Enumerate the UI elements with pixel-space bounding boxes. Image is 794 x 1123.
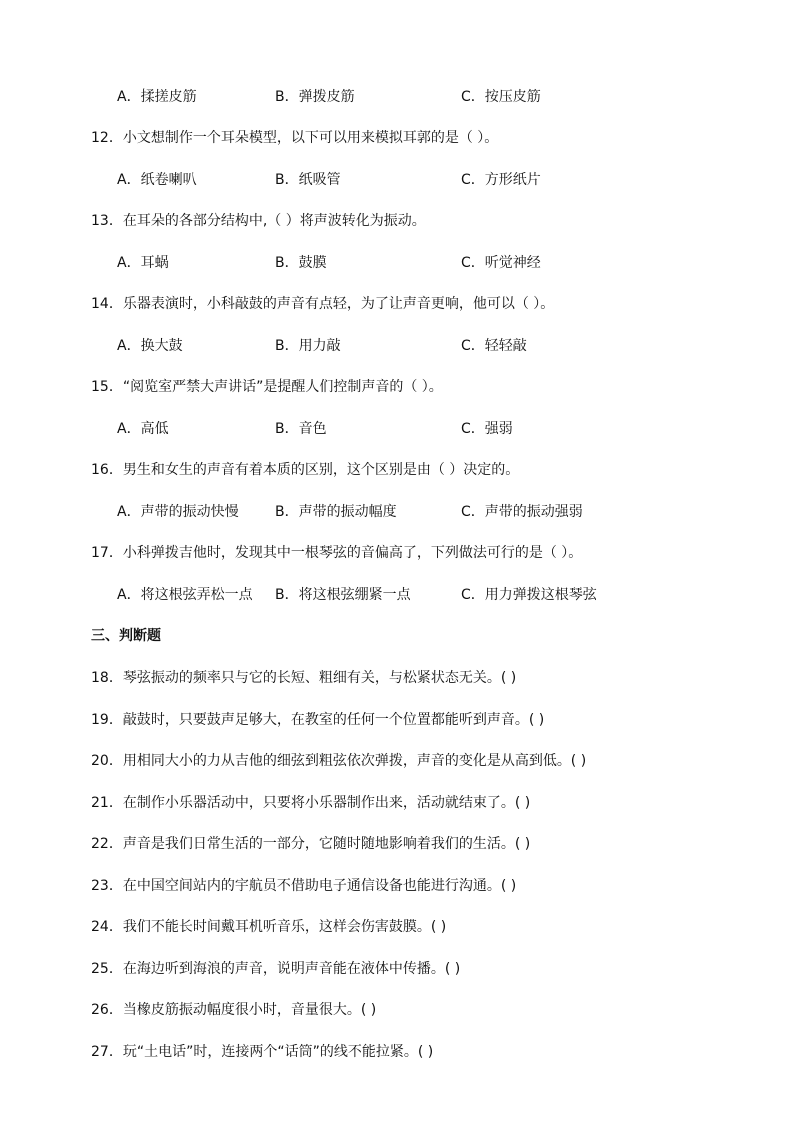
- q14-option-c: C．轻轻敲: [461, 338, 527, 354]
- q14-option-a: A．换大鼓: [117, 338, 183, 354]
- q15-option-b: B．音色: [275, 421, 327, 437]
- q15-option-a: A．高低: [117, 421, 169, 437]
- q12-stem: 12．小文想制作一个耳朵模型，以下可以用来模拟耳郭的是（ ）。: [91, 130, 499, 146]
- q16-stem: 16．男生和女生的声音有着本质的区别，这个区别是由（ ）决定的。: [91, 462, 520, 478]
- judgement-item: 23．在中国空间站内的宇航员不借助电子通信设备也能进行沟通。( ): [91, 878, 517, 894]
- q13-stem: 13．在耳朵的各部分结构中,（ ）将声波转化为振动。: [91, 213, 426, 229]
- q11-option-c: C．按压皮筋: [461, 89, 541, 105]
- q12-option-c: C．方形纸片: [461, 172, 541, 188]
- judgement-item: 20．用相同大小的力从吉他的细弦到粗弦依次弹拨，声音的变化是从高到低。( ): [91, 753, 587, 769]
- judgement-item: 21．在制作小乐器活动中，只要将小乐器制作出来，活动就结束了。( ): [91, 795, 531, 811]
- q13-option-b: B．鼓膜: [275, 255, 327, 271]
- judgement-item: 26．当橡皮筋振动幅度很小时，音量很大。( ): [91, 1002, 377, 1018]
- judgement-item: 24．我们不能长时间戴耳机听音乐，这样会伤害鼓膜。( ): [91, 919, 447, 935]
- section-title-judgement: 三、判断题: [91, 628, 161, 644]
- q11-option-b: B．弹拨皮筋: [275, 89, 355, 105]
- q17-option-c: C．用力弹拨这根琴弦: [461, 587, 597, 603]
- q12-option-b: B．纸吸管: [275, 172, 341, 188]
- q13-option-c: C．听觉神经: [461, 255, 541, 271]
- q17-stem: 17．小科弹拨吉他时，发现其中一根琴弦的音偏高了，下列做法可行的是（ ）。: [91, 545, 583, 561]
- judgement-item: 25．在海边听到海浪的声音，说明声音能在液体中传播。( ): [91, 961, 461, 977]
- q15-option-c: C．强弱: [461, 421, 513, 437]
- q15-stem: 15．“阅览室严禁大声讲话”是提醒人们控制声音的（ ）。: [91, 379, 443, 395]
- judgement-item: 22．声音是我们日常生活的一部分，它随时随地影响着我们的生活。( ): [91, 836, 531, 852]
- judgement-item: 18．琴弦振动的频率只与它的长短、粗细有关，与松紧状态无关。( ): [91, 670, 517, 686]
- judgement-item: 19．敲鼓时，只要鼓声足够大，在教室的任何一个位置都能听到声音。( ): [91, 712, 545, 728]
- q13-option-a: A．耳蜗: [117, 255, 169, 271]
- q17-option-b: B．将这根弦绷紧一点: [275, 587, 411, 603]
- q16-option-c: C．声带的振动强弱: [461, 504, 583, 520]
- q14-stem: 14．乐器表演时，小科敲鼓的声音有点轻，为了让声音更响，他可以（ ）。: [91, 296, 555, 312]
- q11-option-a: A．揉搓皮筋: [117, 89, 197, 105]
- judgement-item: 27．玩“土电话”时，连接两个“话筒”的线不能拉紧。( ): [91, 1044, 434, 1060]
- q14-option-b: B．用力敲: [275, 338, 341, 354]
- q12-option-a: A．纸卷喇叭: [117, 172, 197, 188]
- q16-option-a: A．声带的振动快慢: [117, 504, 239, 520]
- q16-option-b: B．声带的振动幅度: [275, 504, 397, 520]
- q17-option-a: A．将这根弦弄松一点: [117, 587, 253, 603]
